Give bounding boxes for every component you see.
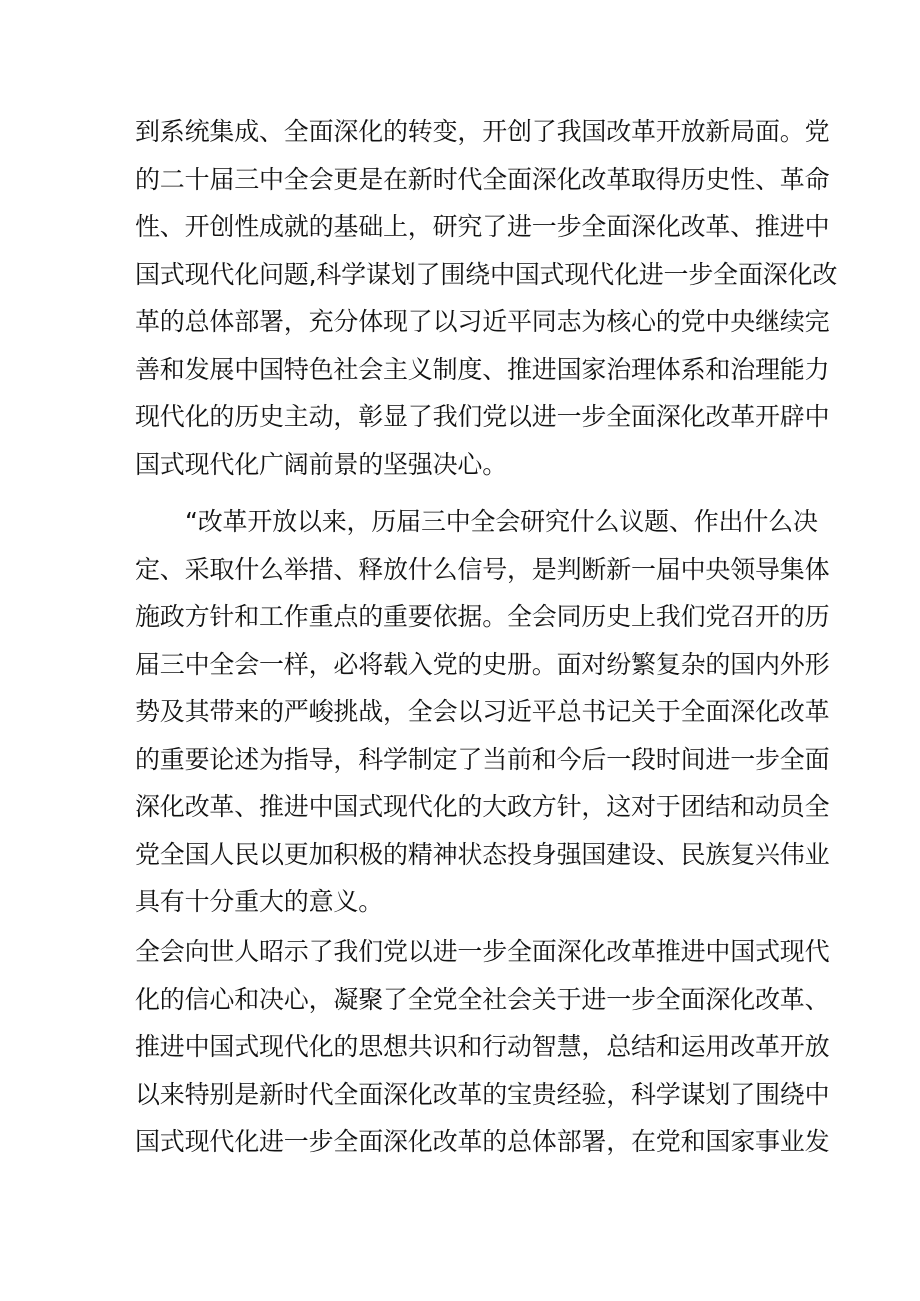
paragraph-line: 势及其带来的严峻挑战，全会以习近平总书记关于全面深化改革 [135, 697, 830, 726]
paragraph-line: 的二十届三中全会更是在新时代全面深化改革取得历史性、革命 [135, 164, 830, 194]
paragraph-line: 深化改革、推进中国式现代化的大政方针，这对于团结和动员全 [135, 792, 830, 821]
paragraph-line: 全会向世人昭示了我们党以进一步全面深化改革推进中国式现代 [135, 937, 830, 966]
paragraph-line: “改革开放以来，历届三中全会研究什么议题、作出什么决 [185, 507, 818, 536]
paragraph-line: 性、开创性成就的基础上，研究了进一步全面深化改革、推进中 [135, 212, 830, 241]
paragraph-2 [135, 498, 830, 926]
paragraph-line: 定、采取什么举措、释放什么信号，是判断新一届中央领导集体 [135, 554, 830, 584]
paragraph-line: 以来特别是新时代全面深化改革的宝贵经验，科学谋划了围绕中 [135, 1079, 830, 1109]
paragraph-1 [135, 108, 838, 488]
paragraph-line: 届三中全会一样，必将载入党的史册。面对纷繁复杂的国内外形 [135, 649, 830, 679]
paragraph-3 [135, 928, 830, 1166]
paragraph-line: 国式现代化广阔前景的坚强决心。 [135, 449, 508, 479]
paragraph-line: 推进中国式现代化的思想共识和行动智慧，总结和运用改革开放 [135, 1032, 830, 1061]
paragraph-line: 革的总体部署，充分体现了以习近平同志为核心的党中央继续完 [135, 307, 830, 336]
paragraph-line: 化的信心和决心，凝聚了全党全社会关于进一步全面深化改革、 [135, 984, 830, 1014]
paragraph-line: 具有十分重大的意义。 [135, 887, 384, 916]
paragraph-line: 党全国人民以更加积极的精神状态投身强国建设、民族复兴伟业 [135, 839, 830, 869]
paragraph-line: 善和发展中国特色社会主义制度、推进国家治理体系和治理能力 [135, 354, 830, 384]
paragraph-line: 现代化的历史主动，彰显了我们党以进一步全面深化改革开辟中 [135, 402, 830, 431]
paragraph-line: 的重要论述为指导，科学制定了当前和今后一段时间进一步全面 [135, 744, 830, 774]
paragraph-line: 施政方针和工作重点的重要依据。全会同历史上我们党召开的历 [135, 602, 830, 631]
paragraph-line: 国式现代化问题,科学谋划了围绕中国式现代化进一步全面深化改 [135, 259, 838, 289]
paragraph-line: 到系统集成、全面深化的转变，开创了我国改革开放新局面。党 [135, 117, 830, 146]
paragraph-line: 国式现代化进一步全面深化改革的总体部署，在党和国家事业发 [135, 1127, 830, 1156]
